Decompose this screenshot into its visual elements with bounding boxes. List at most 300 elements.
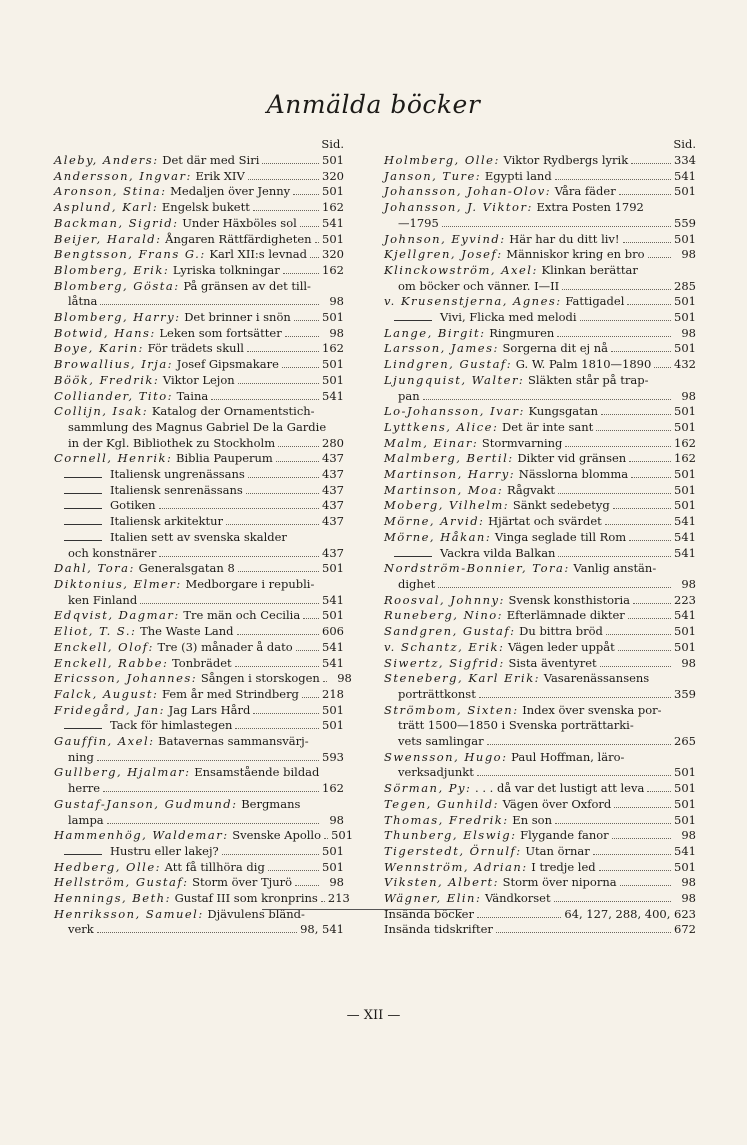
leader-dots	[211, 399, 319, 400]
entry-page: 98	[681, 875, 696, 890]
entry-title: Under Häxböles sol	[182, 215, 297, 230]
entry-line	[384, 640, 696, 656]
entry-author: Tigerstedt, Örnulf:	[384, 843, 522, 858]
index-entry	[384, 310, 696, 326]
entry-title: Sorgerna dit ej nå	[502, 341, 609, 356]
entry-title: Medaljen över Jenny	[170, 184, 291, 199]
entry-page: 501	[674, 341, 696, 356]
index-entry	[54, 687, 344, 703]
entry-line	[54, 341, 344, 357]
leader-dots	[606, 634, 671, 635]
entry-line	[54, 734, 344, 750]
index-entry	[384, 451, 696, 467]
index-entry	[54, 608, 344, 624]
entry-page: 223	[674, 592, 696, 607]
entry-page: 501	[322, 153, 344, 167]
index-entry	[54, 341, 344, 357]
entry-line	[384, 671, 696, 687]
entry-line	[54, 875, 344, 891]
entry-author: Martinson, Moa:	[384, 482, 504, 497]
entry-author: Enckell, Olof:	[54, 639, 154, 654]
entry-author: Holmberg, Olle:	[384, 153, 500, 167]
entry-title: En son	[512, 812, 552, 827]
entry-page: 501	[674, 796, 696, 811]
entry-line	[54, 373, 344, 389]
entry-title: Generalsgatan 8	[138, 561, 235, 576]
entry-page: 501	[674, 812, 696, 827]
entry-page: 162	[322, 262, 344, 277]
leader-dots	[599, 870, 671, 871]
entry-author: Roosval, Johnny:	[384, 592, 505, 607]
entry-title-continued: och konstnärer	[68, 545, 157, 560]
index-entry	[54, 530, 344, 561]
entry-page: 320	[322, 168, 344, 183]
leader-dots	[620, 885, 671, 886]
leader-dots	[619, 194, 671, 195]
entry-author: Andersson, Ingvar:	[54, 168, 192, 183]
entry-line	[384, 922, 696, 938]
entry-line	[384, 891, 696, 907]
index-entry	[54, 498, 344, 514]
entry-author: Cornell, Henrik:	[54, 451, 173, 466]
entry-line	[384, 200, 696, 216]
entry-line	[54, 687, 344, 703]
entry-page: 501	[674, 419, 696, 434]
entry-title: Engelsk bukett	[161, 200, 250, 215]
entry-page: 98	[681, 247, 696, 262]
entry-line	[384, 750, 696, 766]
column-header-right: Sid.	[673, 137, 696, 151]
entry-author: Thomas, Fredrik:	[384, 812, 509, 827]
entry-page: 501	[322, 859, 344, 874]
entry-title: G. W. Palm 1810—1890	[515, 357, 652, 372]
entry-page: 437	[322, 467, 344, 482]
index-entry	[54, 216, 344, 232]
entry-title: Biblia Pauperum	[176, 451, 273, 466]
entry-page: 98	[337, 671, 352, 686]
entry-line	[384, 279, 696, 295]
entry-author: Sörman, Py:	[384, 781, 472, 796]
entry-page: 64, 127, 288, 400, 623	[564, 906, 696, 921]
leader-dots	[629, 540, 671, 541]
leader-dots	[562, 289, 671, 290]
page-title: Anmälda böcker	[266, 90, 481, 119]
entry-line	[384, 703, 696, 719]
entry-author: Edqvist, Dagmar:	[54, 608, 180, 623]
entry-title: Insända tidskrifter	[384, 922, 493, 937]
ditto-dash	[394, 556, 432, 557]
entry-author: Aleby, Anders:	[54, 153, 159, 167]
entry-page: 98	[681, 325, 696, 340]
entry-author: Lange, Birgit:	[384, 325, 486, 340]
index-entry	[54, 671, 352, 687]
index-entry	[384, 875, 696, 891]
index-entry	[384, 263, 696, 294]
index-entry	[54, 624, 344, 640]
entry-title-continued: porträttkonst	[398, 686, 476, 701]
entry-title: Viktor Lejon	[162, 372, 235, 387]
entry-line	[54, 608, 344, 624]
right-entries	[384, 153, 696, 938]
entry-author: Browallius, Irja:	[54, 357, 174, 372]
entry-title: Tack för himlastegen	[110, 718, 233, 733]
entry-title: Leken som fortsätter	[159, 325, 282, 340]
entry-line	[54, 483, 344, 499]
entry-title-continued: om böcker och vänner. I—II	[398, 278, 560, 293]
entry-title: Stormvarning	[481, 435, 563, 450]
entry-author: Lo-Johansson, Ivar:	[384, 404, 525, 419]
leader-dots	[296, 650, 319, 651]
leader-dots	[303, 618, 319, 619]
entry-author: Beijer, Harald:	[54, 231, 162, 246]
entry-author: Viksten, Albert:	[384, 875, 499, 890]
entry-page: 541	[674, 514, 696, 529]
leader-dots	[496, 932, 671, 933]
entry-page: 501	[674, 765, 696, 780]
entry-line	[384, 420, 696, 436]
index-entry	[384, 781, 696, 797]
entry-line	[54, 169, 344, 185]
index-entry	[54, 561, 344, 577]
leader-dots	[248, 477, 319, 478]
divider	[262, 909, 462, 910]
entry-title: Fattigadel	[565, 294, 625, 309]
entry-author: Dahl, Tora:	[54, 561, 135, 576]
leader-dots	[648, 257, 671, 258]
entry-line	[384, 593, 696, 609]
leader-dots	[100, 304, 319, 305]
entry-author: Ericsson, Johannes:	[54, 671, 198, 686]
index-entry	[384, 813, 696, 829]
ditto-dash	[64, 540, 102, 541]
leader-dots	[285, 336, 319, 337]
index-entry	[384, 404, 696, 420]
entry-author: Martinson, Harry:	[384, 467, 516, 482]
leader-dots	[283, 273, 319, 274]
entry-line	[384, 718, 696, 734]
entry-title: Här har du ditt liv!	[509, 231, 620, 246]
entry-page: 593	[322, 749, 344, 764]
index-entry	[54, 907, 344, 938]
index-entry	[384, 436, 696, 452]
entry-title: Gotiken	[110, 498, 156, 513]
entry-author: Diktonius, Elmer:	[54, 576, 182, 591]
entry-page: 98	[329, 812, 344, 827]
entry-line	[384, 310, 696, 326]
entry-line	[384, 247, 696, 263]
entry-author: Johansson, J. Viktor:	[384, 200, 533, 215]
leader-dots	[262, 163, 319, 164]
entry-title-continued: pan	[398, 388, 420, 403]
leader-dots	[268, 870, 319, 871]
entry-page: 501	[674, 498, 696, 513]
entry-line	[384, 844, 696, 860]
leader-dots	[226, 524, 319, 525]
entry-page: 265	[674, 734, 696, 749]
entry-page: 280	[322, 435, 344, 450]
leader-dots	[647, 791, 671, 792]
entry-page: 501	[674, 781, 696, 796]
entry-page: 98	[329, 294, 344, 309]
entry-page: 213	[327, 891, 350, 906]
entry-line	[384, 546, 696, 562]
entry-title: Sången i storskogen	[200, 671, 320, 686]
entry-line	[384, 828, 696, 844]
entry-author: Strömbom, Sixten:	[384, 702, 519, 717]
index-entry	[384, 828, 696, 844]
leader-dots	[558, 556, 671, 557]
index-entry	[384, 608, 696, 624]
entry-page: 501	[674, 482, 696, 497]
entry-title: Djävulens bländ-	[207, 906, 305, 921]
index-entry	[384, 546, 696, 562]
index-entry	[54, 718, 344, 734]
entry-line	[54, 451, 344, 467]
index-entry	[54, 232, 344, 248]
entry-line	[384, 216, 696, 232]
leader-dots	[631, 163, 671, 164]
entry-author: Johansson, Johan-Olov:	[384, 184, 552, 199]
entry-line	[54, 860, 344, 876]
entry-page: 606	[322, 624, 344, 639]
entry-page: 501	[322, 357, 344, 372]
entry-author: Kjellgren, Josef:	[384, 247, 503, 262]
index-entry	[54, 483, 344, 499]
index-entry	[384, 860, 696, 876]
entry-author: Steneberg, Karl Erik:	[384, 671, 541, 686]
leader-dots	[323, 681, 327, 682]
entry-page: 541	[322, 388, 344, 403]
leader-dots	[97, 760, 319, 761]
entry-page: 98, 541	[300, 922, 344, 937]
entry-title: Viktor Rydbergs lyrik	[503, 153, 629, 167]
entry-title: The Waste Land	[140, 624, 234, 639]
index-entry	[54, 828, 354, 844]
entry-line	[54, 813, 344, 829]
leader-dots	[302, 697, 319, 698]
entry-author: Enckell, Rabbe:	[54, 655, 169, 670]
leader-dots	[558, 493, 671, 494]
entry-title: Flygande fanor	[520, 828, 609, 843]
entry-author: Hedberg, Olle:	[54, 859, 161, 874]
entry-page: 218	[322, 686, 344, 701]
left-column	[54, 136, 354, 938]
entry-title-continued: verk	[68, 922, 94, 937]
leader-dots	[628, 618, 671, 619]
entry-page: 501	[674, 859, 696, 874]
leader-dots	[633, 603, 671, 604]
entry-page: 98	[681, 576, 696, 591]
entry-page: 501	[322, 231, 344, 246]
entry-page: 501	[331, 828, 354, 843]
entry-author: Blomberg, Erik:	[54, 262, 170, 277]
entry-line	[384, 813, 696, 829]
entry-title-continued: —1795	[398, 215, 439, 230]
index-entry	[54, 891, 350, 907]
index-entry	[384, 357, 696, 373]
entry-author: Botwid, Hans:	[54, 325, 156, 340]
entry-title: Lyriska tolkningar	[172, 262, 280, 277]
leader-dots	[295, 885, 319, 886]
entry-author: Wennström, Adrian:	[384, 859, 528, 874]
entry-page: 541	[674, 843, 696, 858]
entry-title: Svensk konsthistoria	[508, 592, 631, 607]
leader-dots	[565, 446, 671, 447]
entry-line	[384, 436, 696, 452]
entry-title: Sista äventyret	[508, 655, 597, 670]
leader-dots	[310, 257, 319, 258]
leader-dots	[321, 901, 325, 902]
entry-title: Rågvakt	[506, 482, 556, 497]
entry-line	[384, 263, 696, 279]
leader-dots	[235, 666, 319, 667]
index-entry	[384, 514, 696, 530]
entry-line	[54, 436, 344, 452]
entry-page: 541	[322, 639, 344, 654]
index-entry	[54, 703, 344, 719]
entry-page: 501	[322, 608, 344, 623]
entry-title: Italien sett av svenska skalder	[110, 529, 287, 544]
entry-author: Gullberg, Hjalmar:	[54, 765, 191, 780]
entry-page: 501	[322, 843, 344, 858]
entry-page: 437	[322, 514, 344, 529]
entry-title: För trädets skull	[147, 341, 244, 356]
entry-author: Lindgren, Gustaf:	[384, 357, 513, 372]
entry-line	[54, 514, 344, 530]
entry-line	[54, 718, 344, 734]
entry-page: 98	[681, 388, 696, 403]
leader-dots	[159, 508, 319, 509]
entry-title: Index över svenska por-	[522, 702, 662, 717]
index-entry	[54, 404, 344, 451]
index-entry	[384, 232, 696, 248]
index-entry	[54, 860, 344, 876]
index-entry	[384, 326, 696, 342]
index-entry	[54, 514, 344, 530]
entry-page: 501	[674, 310, 696, 325]
entry-line	[384, 404, 696, 420]
entry-title-continued: in der Kgl. Bibliothek zu Stockholm	[68, 435, 276, 450]
entry-line	[54, 640, 344, 656]
entry-title: Extra Posten 1792	[536, 200, 644, 215]
entry-title: Egypti land	[484, 168, 552, 183]
leader-dots	[97, 932, 297, 933]
entry-page: 541	[322, 655, 344, 670]
entry-author: Aronson, Stina:	[54, 184, 167, 199]
entry-page: 162	[674, 451, 696, 466]
entry-line	[54, 828, 354, 844]
entry-title: Ensamstående bildad	[194, 765, 320, 780]
entry-page: 501	[674, 231, 696, 246]
index-entry	[54, 153, 344, 169]
entry-title-continued: ken Finland	[68, 592, 138, 607]
entry-author: Janson, Ture:	[384, 168, 482, 183]
leader-dots	[477, 775, 671, 776]
entry-page: 541	[674, 529, 696, 544]
entry-page: 437	[322, 498, 344, 513]
leader-dots	[623, 242, 671, 243]
entry-title: Vägen över Oxford	[502, 796, 612, 811]
entry-line	[384, 357, 696, 373]
index-entry	[54, 797, 344, 828]
leader-dots	[276, 461, 319, 462]
entry-page: 541	[674, 168, 696, 183]
entry-title-continued: verksadjunkt	[398, 765, 474, 780]
entry-page: 501	[674, 467, 696, 482]
entry-title-continued: dighet	[398, 576, 436, 591]
entry-line	[54, 404, 344, 420]
entry-title: Tonbrädet	[172, 655, 232, 670]
entry-title: Hjärtat och svärdet	[488, 514, 602, 529]
entry-title: Släkten står på trap-	[527, 372, 649, 387]
entry-line	[384, 483, 696, 499]
leader-dots	[222, 854, 319, 855]
leader-dots	[611, 351, 671, 352]
entry-line	[384, 624, 696, 640]
entry-line	[384, 184, 696, 200]
entry-line	[54, 797, 344, 813]
entry-author: Mörne, Håkan:	[384, 529, 492, 544]
entry-line	[54, 561, 344, 577]
entry-title: Medborgare i republi-	[185, 576, 315, 591]
entry-title: Josef Gipsmakare	[176, 357, 279, 372]
entry-page: 320	[322, 247, 344, 262]
index-entry	[384, 341, 696, 357]
index-entry	[54, 467, 344, 483]
entry-author: Malm, Einar:	[384, 435, 479, 450]
index-entry	[54, 765, 344, 796]
leader-dots	[278, 446, 319, 447]
index-entry	[384, 624, 696, 640]
entry-author: Fridegård, Jan:	[54, 702, 165, 717]
entry-title: Nässlorna blomma	[518, 467, 629, 482]
entry-author: Hellström, Gustaf:	[54, 875, 189, 890]
entry-page: 501	[674, 294, 696, 309]
entry-title: Du bittra bröd	[519, 624, 603, 639]
entry-line	[54, 184, 344, 200]
entry-author: Falck, August:	[54, 686, 159, 701]
entry-title: Paul Hoffman, läro-	[511, 749, 625, 764]
leader-dots	[293, 194, 319, 195]
entry-line	[384, 860, 696, 876]
index-entry	[384, 373, 696, 404]
index-entry	[54, 844, 344, 860]
index-entry	[384, 498, 696, 514]
index-entry	[384, 593, 696, 609]
entry-line	[54, 294, 344, 310]
entry-line	[54, 310, 344, 326]
entry-line	[54, 326, 344, 342]
ditto-dash	[64, 728, 102, 729]
index-entry	[384, 703, 696, 750]
leader-dots	[248, 179, 319, 180]
entry-title: Ringmuren	[489, 325, 555, 340]
leader-dots	[629, 461, 671, 462]
entry-page: 98	[681, 828, 696, 843]
leader-dots	[600, 666, 671, 667]
leader-dots	[438, 587, 671, 588]
leader-dots	[477, 917, 561, 918]
entry-line	[54, 263, 344, 279]
entry-title: Svenske Apollo	[232, 828, 322, 843]
leader-dots	[324, 838, 328, 839]
index-entry	[54, 451, 344, 467]
index-entry	[54, 184, 344, 200]
entry-line	[384, 687, 696, 703]
entry-page: 501	[674, 404, 696, 419]
index-entry	[54, 373, 344, 389]
index-entry	[384, 153, 696, 169]
